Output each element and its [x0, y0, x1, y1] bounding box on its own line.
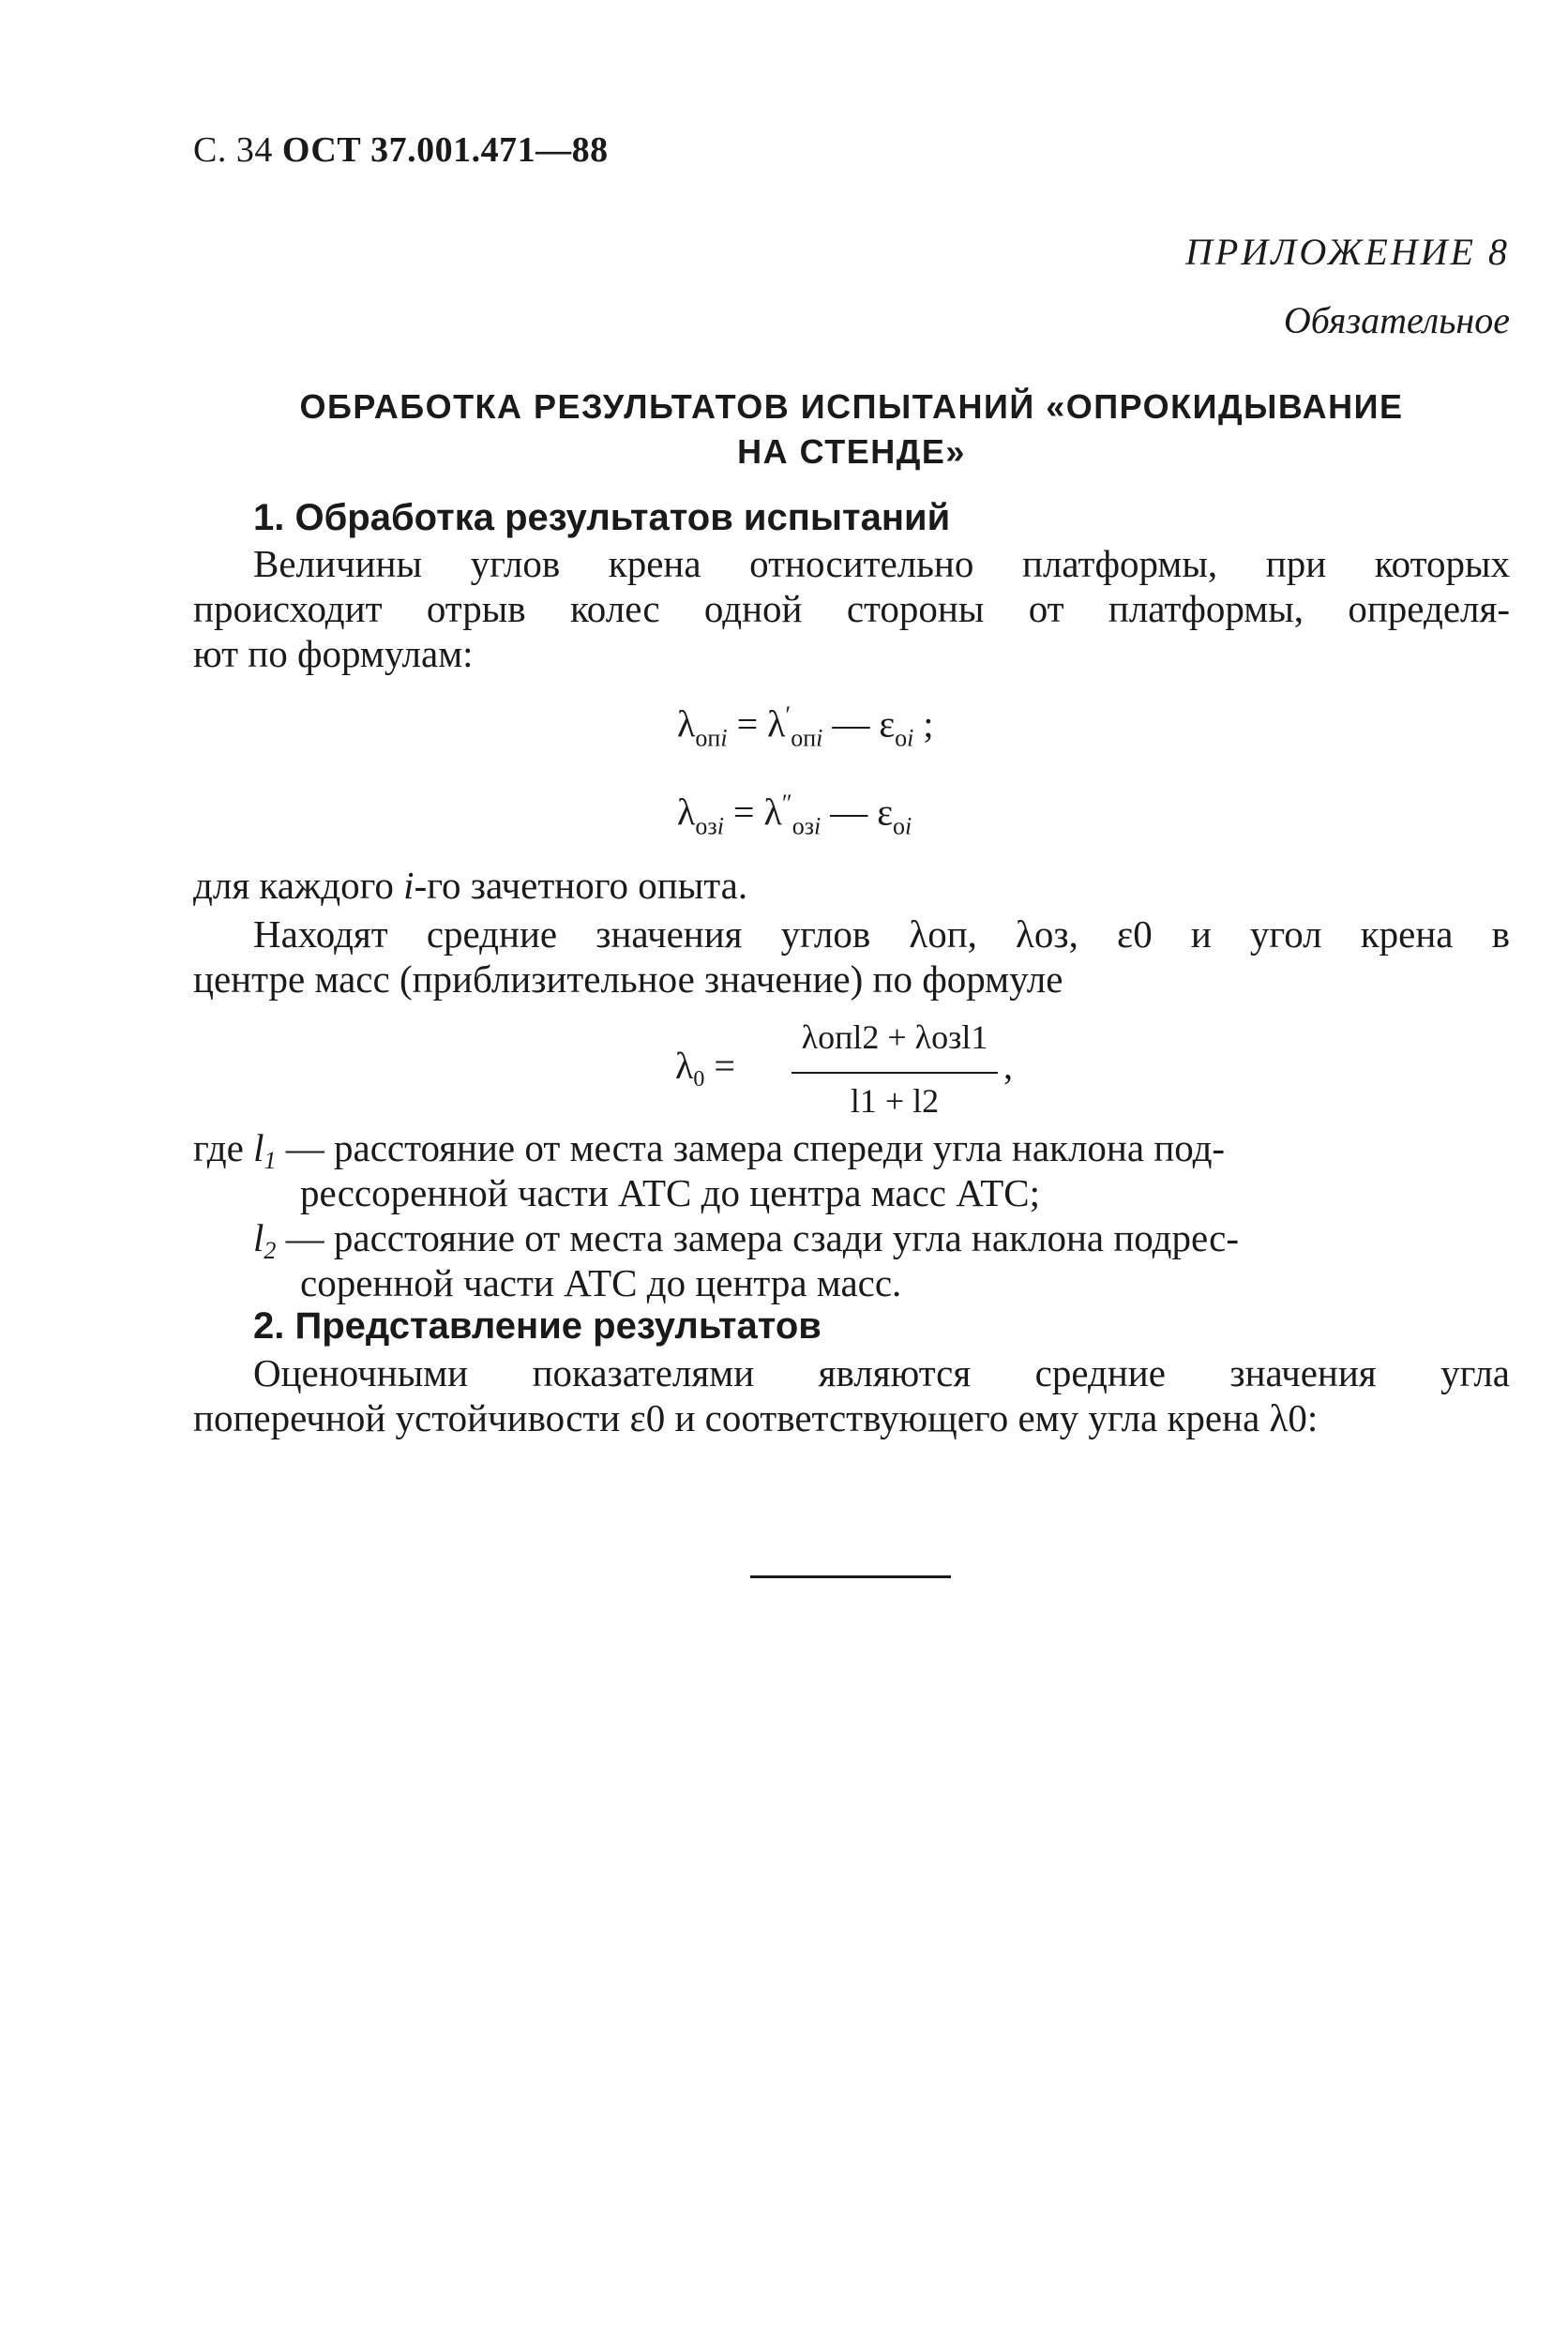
definition-l2-continued: соренной части АТС до центра масс. [300, 1261, 902, 1304]
formula-punctuation: , [1003, 1045, 1013, 1087]
formula-lhs [675, 1044, 735, 1092]
formula-operator: = [714, 1045, 735, 1087]
appendix-status: Обязательное [1283, 299, 1510, 341]
formula-subscript: 0 [693, 1067, 705, 1092]
paragraph-line: Оценочными показателями являются средние значения угла [253, 1351, 1510, 1394]
formula-prime: ′ [785, 701, 792, 729]
section-2-paragraph [193, 1350, 1510, 1440]
formula-operator: — [821, 791, 878, 834]
formula-index: i [816, 724, 823, 752]
formula-index: i [716, 812, 724, 840]
text-run: для каждого [193, 864, 404, 907]
paragraph-line: центре масс (приблизительное значение) по формуле [193, 957, 1063, 1001]
section-1-heading: 1. Обработка результатов испытаний [253, 497, 951, 538]
standard-code: ОСТ 37.001.471—88 [281, 130, 609, 170]
formula-subscript: оп [695, 724, 721, 752]
definition-text: — расстояние от места замера спереди угла наклона под- [276, 1126, 1226, 1169]
formula-symbol: λ [675, 1045, 694, 1087]
document-title [193, 384, 1510, 475]
formula-lambda-op [677, 701, 934, 752]
formula-subscript: оп [791, 724, 817, 752]
title-line-2: НА СТЕНДЕ» [737, 432, 966, 471]
end-rule [750, 1575, 951, 1578]
paragraph-line: происходит отрыв колес одной стороны от платформы, определя- [193, 587, 1510, 630]
symbol-letter: l [253, 1216, 264, 1259]
formula-index: i [905, 812, 912, 840]
section-1-paragraph-2 [193, 911, 1510, 1002]
paragraph-line [193, 863, 1510, 908]
formula-index: i [814, 812, 822, 840]
after-formula-text [193, 863, 1510, 908]
fraction-bar [792, 1072, 998, 1074]
formula-symbol: ε [877, 791, 894, 834]
title-line-1: ОБРАБОТКА РЕЗУЛЬТАТОВ ИСПЫТАНИЙ «ОПРОКИДЫВАНИЕ [299, 387, 1404, 426]
definition-prefix: где [193, 1126, 244, 1169]
formula-lambda-oz [677, 790, 912, 840]
formula-operator: — [822, 702, 880, 746]
formula-prime: ″ [781, 790, 792, 817]
definition-text: — расстояние от места замера сзади угла наклона подрес- [276, 1216, 1240, 1259]
formula-subscript: о [895, 724, 908, 752]
fraction-denominator: l1 + l2 [850, 1082, 940, 1120]
definition-symbol [253, 1216, 277, 1264]
symbol-subscript: 1 [264, 1147, 277, 1174]
section-1-paragraph-1 [193, 541, 1510, 676]
paragraph-line: ют по формулам: [193, 632, 474, 675]
paragraph-line: поперечной устойчивости ε0 и соответствующего ему угла крена λ0: [193, 1396, 1319, 1439]
formula-symbol: λ [763, 791, 782, 834]
formula-subscript: о [893, 812, 906, 840]
text-run: -го зачетного опыта. [414, 864, 748, 907]
formula-symbol: ε [879, 702, 896, 746]
formula-symbol: λ [677, 791, 696, 834]
symbol-letter: l [253, 1126, 264, 1169]
appendix-label: ПРИЛОЖЕНИЕ 8 [1185, 231, 1510, 273]
definition-symbol [253, 1126, 277, 1174]
formula-index: i [907, 724, 914, 752]
symbol-subscript: 2 [264, 1237, 277, 1264]
formula-punctuation: ; [913, 702, 934, 746]
fraction-numerator: λопl2 + λозl1 [801, 1018, 988, 1056]
paragraph-line: Величины углов крена относительно платформы, при которых [253, 542, 1510, 585]
page-number: С. 34 [193, 130, 273, 170]
page-header [193, 129, 609, 171]
formula-subscript: оз [695, 812, 717, 840]
formula-symbol: λ [677, 702, 696, 746]
paragraph-line: Находят средние значения углов λоп, λоз, ε0 и угол крена в [253, 912, 1510, 956]
italic-variable: i [403, 864, 415, 907]
formula-symbol: λ [767, 702, 786, 746]
definition-l1-continued: рессоренной части АТС до центра масс АТС; [300, 1171, 1041, 1214]
formula-operator: = [727, 702, 768, 746]
formula-operator: = [723, 791, 764, 834]
section-2-heading: 2. Представление результатов [253, 1305, 822, 1347]
formula-index: i [720, 724, 728, 752]
formula-subscript: оз [792, 812, 815, 840]
